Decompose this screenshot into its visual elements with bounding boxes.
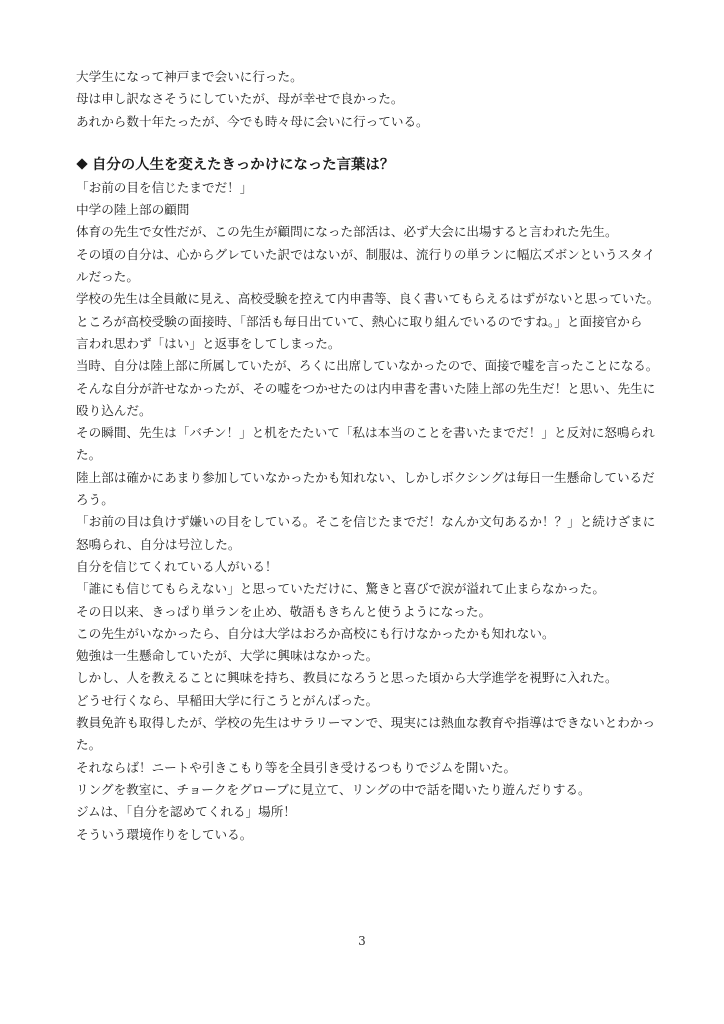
text-line: た。	[76, 737, 102, 753]
text-line: 自分を信じてくれている人がいる！	[76, 558, 278, 574]
text-line: あれから数十年たったが、今でも時々母に会いに行っている。	[76, 113, 429, 129]
page-number: 3	[358, 934, 366, 948]
text-line: 当時、自分は陸上部に所属していたが、ろくに出席していなかったので、面接で嘘を言ったことになる。	[76, 358, 659, 374]
text-line: 勉強は一生懸命していたが、大学に興味はなかった。	[76, 648, 379, 664]
text-line: それならば！ニートや引きこもり等を全員引き受けるつもりでジムを開いた。	[76, 759, 517, 775]
text-line: その日以来、きっぱり単ランを止め、敬語もきちんと使うようになった。	[76, 603, 492, 619]
text-line: そんな自分が許せなかったが、その嘘をつかせたのは内申書を書いた陸上部の先生だ！と思い、先生に	[76, 380, 656, 396]
text-line: 母は申し訳なさそうにしていたが、母が幸せで良かった。	[76, 91, 404, 107]
text-line: 怒鳴られ、自分は号泣した。	[76, 536, 241, 552]
text-line: 中学の陸上部の顧問	[76, 202, 190, 218]
text-line: 「お前の目は負けず嫌いの目をしている。そこを信じたまでだ！なんか文句あるか！？」と続けざまに	[76, 514, 656, 530]
diamond-bullet-icon	[76, 158, 87, 169]
text-line: ルだった。	[76, 269, 139, 285]
text-line: 大学生になって神戸まで会いに行った。	[76, 69, 303, 84]
text-line: ジムは、「自分を認めてくれる」場所！	[76, 804, 296, 820]
text-line: その瞬間、先生は「バチン！」と机をたたいて「私は本当のことを書いたまでだ！」と反対に怒鳴られ	[76, 425, 655, 441]
intro-paragraph	[76, 66, 660, 133]
text-line: この先生がいなかったら、自分は大学はおろか高校にも行けなかったかも知れない。	[76, 625, 555, 641]
section-heading-text: 自分の人生を変えたきっかけになった言葉は？	[92, 156, 395, 173]
text-line: リングを教室に、チョークをグローブに見立て、リングの中で話を聞いたり遊んだりする。	[76, 781, 591, 797]
text-line: ろう。	[76, 492, 114, 508]
text-line: 「お前の目を信じたまでだ！」	[76, 179, 253, 195]
text-line: 殴り込んだ。	[76, 402, 152, 418]
section-body	[76, 177, 660, 846]
page-content	[76, 66, 660, 846]
text-line: その頃の自分は、心からグレていた訳ではないが、制服は、流行りの単ランに幅広ズボンというスタイ	[76, 246, 656, 262]
text-line: ところが高校受験の面接時、「部活も毎日出ていて、熱心に取り組んでいるのですね。」と面接官から	[76, 313, 643, 329]
text-line: 陸上部は確かにあまり参加していなかったかも知れない、しかしボクシングは毎日一生懸命しているだ	[76, 469, 655, 485]
text-line: どうせ行くなら、早稲田大学に行こうとがんばった。	[76, 692, 379, 708]
section-heading	[76, 153, 660, 177]
text-line: 言われ思わず「はい」と返事をしてしまった。	[76, 335, 341, 351]
text-line: 教員免許も取得したが、学校の先生はサラリーマンで、現実には熱血な教育や指導はできないとわかっ	[76, 715, 656, 731]
text-line: しかし、人を教えることに興味を持ち、教員になろうと思った頃から大学進学を視野に入れた。	[76, 670, 618, 686]
text-line: そういう環境作りをしている。	[76, 826, 253, 842]
text-line: 学校の先生は全員敵に見え、高校受験を控えて内申書等、良く書いてもらえるはずがないと思っていた。	[76, 291, 660, 307]
text-line: た。	[76, 447, 102, 463]
text-line: 体育の先生で女性だが、この先生が顧問になった部活は、必ず大会に出場すると言われた先生。	[76, 224, 618, 240]
text-line: 「誰にも信じてもらえない」と思っていただけに、驚きと喜びで涙が溢れて止まらなかった。	[76, 581, 605, 597]
